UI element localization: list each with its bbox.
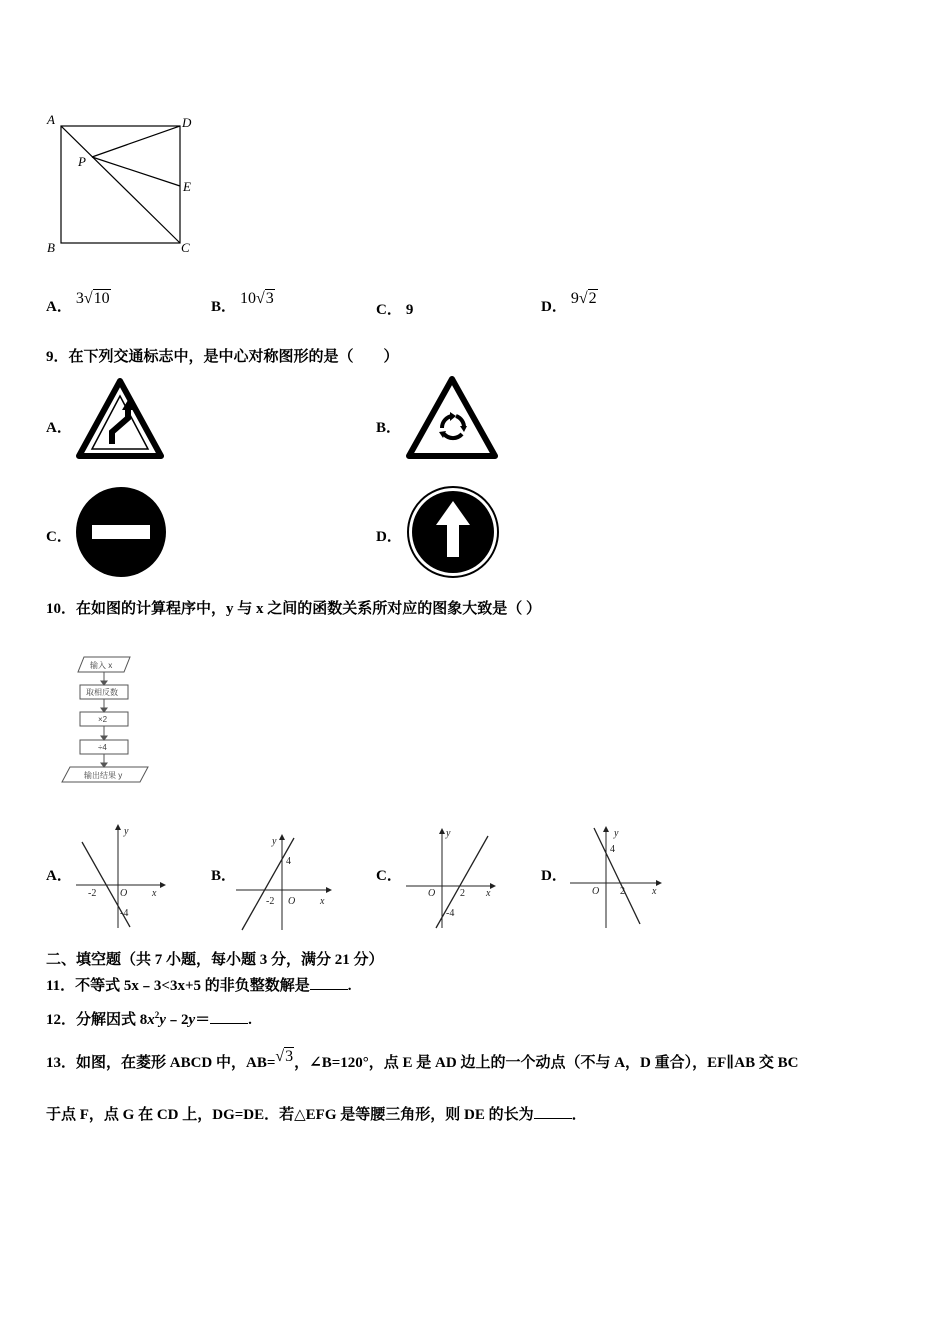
flowchart-step-output: 输出结果 y (84, 771, 123, 780)
tick-label: 2 (460, 888, 465, 899)
option-letter: C． (376, 302, 402, 318)
q12-period: . (248, 1012, 252, 1028)
q12-minus: ﹣2 (165, 1012, 189, 1028)
option-value: 10√3 (240, 290, 274, 307)
q8-option-c[interactable] (376, 298, 413, 319)
flowchart-step-input: 输入 x (90, 661, 113, 670)
tick-label: 2 (620, 886, 625, 897)
vertex-d-label: D (182, 115, 192, 130)
option-letter: D． (541, 299, 567, 315)
q10-option-a-graph[interactable] (76, 822, 166, 930)
q8-option-d[interactable] (541, 290, 598, 316)
section-2-heading: 二、填空题（共 7 小题，每小题 3 分，满分 21 分） (46, 952, 384, 968)
roundabout-warning-sign-icon[interactable] (406, 376, 498, 460)
q9-option-c-letter[interactable]: C． (46, 529, 72, 545)
no-entry-sign-icon[interactable] (74, 485, 168, 579)
y-axis-label: y (446, 828, 451, 839)
q9-option-d-letter[interactable]: D． (376, 529, 402, 545)
q12 (46, 1008, 252, 1029)
q10-stem: 10．在如图的计算程序中，y 与 x 之间的函数关系所对应的图象大致是（ ） (46, 601, 542, 617)
q13-answer-blank[interactable] (534, 1106, 572, 1119)
q12-var-y1: y (159, 1012, 166, 1028)
q13-line1 (46, 1048, 798, 1072)
q11 (46, 974, 352, 995)
option-letter: A． (46, 299, 72, 315)
y-axis-label: y (272, 836, 277, 847)
tick-label: -4 (446, 908, 455, 919)
origin-label: O (120, 888, 128, 899)
origin-label: O (288, 896, 296, 907)
tick-label: 4 (286, 856, 291, 867)
q10-option-b-letter[interactable]: B． (211, 868, 237, 884)
option-letter: B． (211, 299, 237, 315)
q8-option-a[interactable] (46, 290, 111, 316)
q13-line2-text: 于点 F，点 G 在 CD 上，DG=DE．若△EFG 是等腰三角形，则 DE 的长为 (46, 1107, 534, 1123)
q13-line2 (46, 1103, 587, 1124)
q11-period: . (347, 978, 352, 994)
q12-prefix: 12．分解因式 8 (46, 1012, 148, 1028)
x-axis-label: x (320, 896, 325, 907)
tick-label: 4 (610, 844, 615, 855)
vertex-b-label: B (47, 240, 55, 255)
q8-geometry-figure (40, 110, 210, 260)
vertex-c-label: C (181, 240, 190, 255)
q12-var-x: x (147, 1012, 155, 1028)
vertex-a-label: A (47, 112, 55, 127)
option-value: 9 (405, 302, 414, 318)
y-axis-label: y (614, 828, 619, 839)
q10-option-c-graph[interactable] (406, 826, 496, 930)
q12-exponent: 2 (154, 1010, 160, 1020)
q12-answer-blank[interactable] (210, 1011, 248, 1024)
q12-var-y2: y (188, 1012, 196, 1028)
vertex-e-label: E (183, 179, 191, 194)
q10-option-d-letter[interactable]: D． (541, 868, 567, 884)
q9-option-b-letter[interactable]: B． (376, 420, 402, 436)
q9-option-a-letter[interactable]: A． (46, 420, 72, 436)
q13-sqrt: √3 (275, 1048, 294, 1065)
q10-option-a-letter[interactable]: A． (46, 868, 72, 884)
q13-period: ． (571, 1107, 587, 1123)
q13-part1: 13．如图，在菱形 ABCD 中，AB= (46, 1055, 276, 1071)
y-axis-label: y (124, 826, 129, 837)
q10-option-d-graph[interactable] (570, 824, 662, 930)
vertex-p-label: P (78, 154, 86, 169)
flowchart-step-div4: ÷4 (98, 743, 107, 752)
q10-flowchart (58, 655, 154, 787)
q13-part2: ，∠B=120°，点 E 是 AD 边上的一个动点（不与 A，D 重合），EF∥AB 交 BC (294, 1055, 799, 1071)
q9-stem: 9．在下列交通标志中，是中心对称图形的是（ ） (46, 349, 399, 365)
flowchart-step-negate: 取相反数 (86, 688, 118, 697)
q12-equals: ＝ (195, 1012, 211, 1028)
curve-warning-sign-icon[interactable] (76, 378, 164, 460)
tick-label: -2 (266, 896, 275, 907)
x-axis-label: x (152, 888, 157, 899)
tick-label: -4 (120, 908, 129, 919)
x-axis-label: x (652, 886, 657, 897)
tick-label: -2 (88, 888, 97, 899)
straight-ahead-sign-icon[interactable] (406, 485, 500, 579)
x-axis-label: x (486, 888, 491, 899)
option-value: 9√2 (570, 290, 597, 307)
q8-option-b[interactable] (211, 290, 275, 316)
flowchart-step-times2: ×2 (98, 715, 108, 724)
option-value: 3√10 (75, 290, 110, 307)
q11-answer-blank[interactable] (310, 977, 348, 990)
origin-label: O (592, 886, 600, 897)
q10-option-c-letter[interactable]: C． (376, 868, 402, 884)
q10-option-b-graph[interactable] (236, 832, 332, 932)
q11-text: 11．不等式 5x﹣3<3x+5 的非负整数解是 (46, 978, 310, 994)
origin-label: O (428, 888, 436, 899)
